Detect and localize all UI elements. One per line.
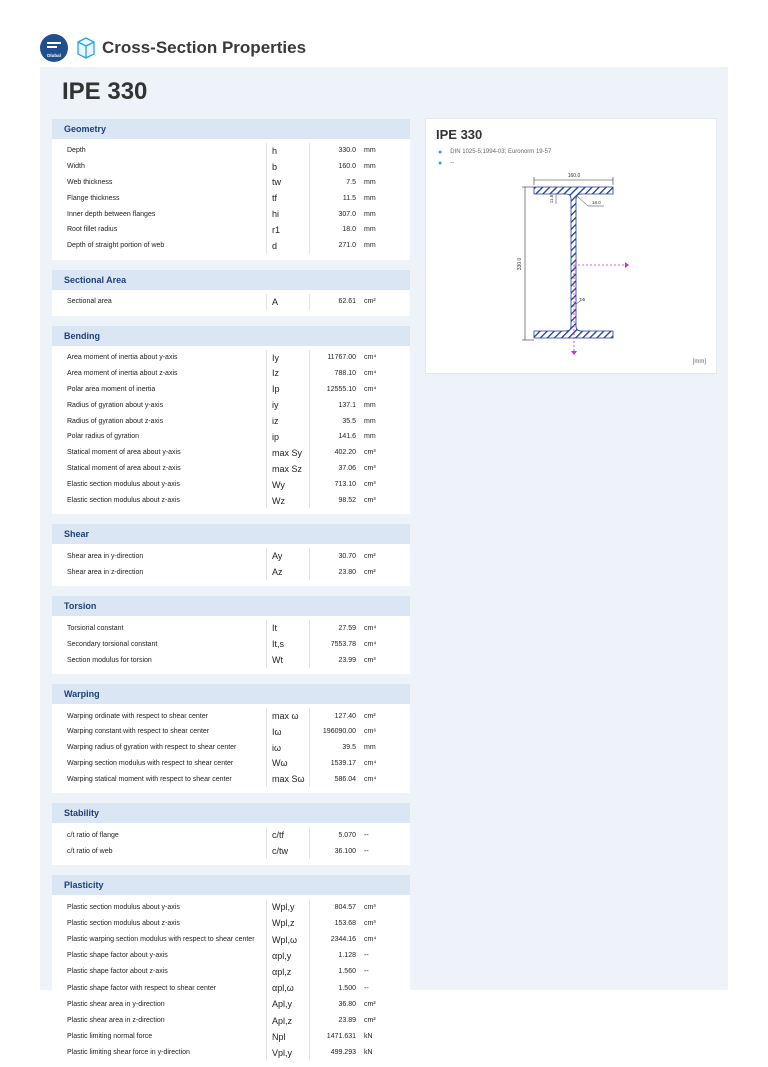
property-symbol: iy bbox=[267, 397, 310, 413]
unit-note: [mm] bbox=[692, 359, 706, 365]
table-row bbox=[52, 238, 410, 254]
property-value: 1.560 bbox=[338, 968, 356, 976]
property-unit: cm³ bbox=[364, 656, 376, 664]
group-spacer bbox=[52, 514, 410, 524]
header bbox=[40, 32, 306, 64]
group-spacer bbox=[52, 586, 410, 596]
property-name: Warping statical moment with respect to shear center bbox=[52, 771, 267, 787]
property-value: 1471.631 bbox=[326, 1033, 356, 1041]
property-value: 586.04 bbox=[334, 775, 356, 783]
property-symbol: Wpl,ω bbox=[267, 932, 310, 948]
table-row bbox=[52, 620, 410, 636]
table-row bbox=[52, 159, 410, 175]
property-unit: -- bbox=[364, 984, 369, 992]
property-unit: cm⁴ bbox=[364, 775, 377, 783]
table-row bbox=[52, 771, 410, 787]
table-row bbox=[52, 827, 410, 843]
property-unit: -- bbox=[364, 847, 369, 855]
property-value: 18.0 bbox=[342, 226, 356, 234]
property-value: 307.0 bbox=[338, 210, 356, 218]
property-name: Radius of gyration about y-axis bbox=[52, 397, 267, 413]
property-value: 39.5 bbox=[342, 744, 356, 752]
table-row bbox=[52, 756, 410, 772]
property-value: 141.6 bbox=[338, 433, 356, 441]
property-unit: mm bbox=[364, 744, 376, 752]
property-symbol: hi bbox=[267, 206, 310, 222]
table-row bbox=[52, 915, 410, 931]
property-value: 98.52 bbox=[338, 497, 356, 505]
dim-web-label: 7.5 bbox=[579, 297, 586, 302]
property-name: Warping ordinate with respect to shear center bbox=[52, 708, 267, 724]
property-symbol: max Sz bbox=[267, 461, 310, 477]
property-name: Plastic section modulus about y-axis bbox=[52, 899, 267, 915]
property-symbol: ip bbox=[267, 429, 310, 445]
table-row bbox=[52, 740, 410, 756]
property-value: 27.59 bbox=[338, 624, 356, 632]
property-symbol: It,s bbox=[267, 636, 310, 652]
table-row bbox=[52, 381, 410, 397]
property-value: 804.57 bbox=[334, 903, 356, 911]
table-row bbox=[52, 429, 410, 445]
property-value: 1.128 bbox=[338, 952, 356, 960]
property-symbol: iz bbox=[267, 413, 310, 429]
section-title: IPE 330 bbox=[62, 78, 148, 105]
property-name: Flange thickness bbox=[52, 190, 267, 206]
group-header-plasticity: Plasticity bbox=[52, 875, 410, 895]
table-row bbox=[52, 206, 410, 222]
property-value: 37.06 bbox=[338, 465, 356, 473]
property-unit: -- bbox=[364, 952, 369, 960]
table-row bbox=[52, 477, 410, 493]
group-spacer bbox=[52, 260, 410, 270]
property-symbol: Apl,y bbox=[267, 996, 310, 1012]
property-name: Plastic shape factor with respect to shear center bbox=[52, 980, 267, 996]
property-symbol: It bbox=[267, 620, 310, 636]
property-unit: cm² bbox=[364, 552, 376, 560]
property-name: Warping constant with respect to shear center bbox=[52, 724, 267, 740]
property-name: Web thickness bbox=[52, 175, 267, 191]
table-row bbox=[52, 708, 410, 724]
property-name: Root fillet radius bbox=[52, 222, 267, 238]
property-value: 30.70 bbox=[338, 552, 356, 560]
property-unit: cm⁴ bbox=[364, 385, 377, 393]
property-symbol: max Sy bbox=[267, 445, 310, 461]
property-name: Plastic limiting shear force in y-direction bbox=[52, 1045, 267, 1061]
table-row bbox=[52, 932, 410, 948]
property-value: 23.89 bbox=[338, 1017, 356, 1025]
property-name: Shear area in y-direction bbox=[52, 548, 267, 564]
table-row bbox=[52, 350, 410, 366]
table-row bbox=[52, 222, 410, 238]
property-name: Statical moment of area about z-axis bbox=[52, 461, 267, 477]
property-value: 7.5 bbox=[346, 178, 356, 186]
property-value: 271.0 bbox=[338, 242, 356, 250]
property-symbol: Vpl,y bbox=[267, 1045, 310, 1061]
property-value: 35.5 bbox=[342, 417, 356, 425]
property-symbol: c/tf bbox=[267, 827, 310, 843]
page-header-title: Cross-Section Properties bbox=[102, 38, 307, 57]
table-row bbox=[52, 413, 410, 429]
table-row bbox=[52, 445, 410, 461]
properties-table bbox=[52, 119, 410, 1067]
property-value: 196090.00 bbox=[322, 728, 356, 736]
property-value: 788.10 bbox=[334, 369, 356, 377]
property-symbol: Wy bbox=[267, 477, 310, 493]
property-name: Elastic section modulus about z-axis bbox=[52, 493, 267, 509]
property-symbol: αpl,ω bbox=[267, 980, 310, 996]
logo-text: Dlubal bbox=[47, 53, 61, 58]
property-value: 11.5 bbox=[342, 194, 356, 202]
table-row bbox=[52, 652, 410, 668]
property-unit: cm⁴ bbox=[364, 759, 377, 767]
property-unit: cm³ bbox=[364, 449, 376, 457]
table-row bbox=[52, 493, 410, 509]
property-unit: -- bbox=[364, 831, 369, 839]
property-name: Torsional constant bbox=[52, 620, 267, 636]
property-value: 1.500 bbox=[338, 984, 356, 992]
property-name: Depth of straight portion of web bbox=[52, 238, 267, 254]
group-header-shear: Shear bbox=[52, 524, 410, 544]
table-row bbox=[52, 294, 410, 310]
property-name: Plastic section modulus about z-axis bbox=[52, 915, 267, 931]
property-name: Polar radius of gyration bbox=[52, 429, 267, 445]
property-unit: cm⁴ bbox=[364, 369, 377, 377]
property-name: Polar area moment of inertia bbox=[52, 381, 267, 397]
card-list-text: -- bbox=[450, 160, 455, 166]
property-unit: -- bbox=[364, 968, 369, 976]
property-unit: cm⁴ bbox=[364, 354, 377, 362]
property-unit: mm bbox=[364, 194, 376, 202]
property-value: 36.80 bbox=[338, 1000, 356, 1008]
property-unit: cm² bbox=[364, 568, 376, 576]
property-value: 330.0 bbox=[338, 147, 356, 155]
group-padding bbox=[52, 1061, 410, 1067]
bullet-icon: ● bbox=[438, 160, 443, 167]
dlubal-logo bbox=[40, 34, 68, 62]
property-value: 127.40 bbox=[334, 712, 356, 720]
property-name: Plastic shape factor about z-axis bbox=[52, 964, 267, 980]
table-row bbox=[52, 175, 410, 191]
dim-radius-label: 18.0 bbox=[592, 200, 601, 205]
table-row bbox=[52, 143, 410, 159]
property-name: Secondary torsional constant bbox=[52, 636, 267, 652]
property-value: 5.070 bbox=[338, 831, 356, 839]
property-name: Shear area in z-direction bbox=[52, 564, 267, 580]
property-unit: cm³ bbox=[364, 465, 376, 473]
group-header-warping: Warping bbox=[52, 684, 410, 704]
table-row bbox=[52, 365, 410, 381]
property-unit: cm⁶ bbox=[364, 728, 377, 736]
property-unit: cm⁴ bbox=[364, 624, 377, 632]
property-name: Plastic shape factor about y-axis bbox=[52, 948, 267, 964]
property-symbol: max ω bbox=[267, 708, 310, 724]
property-name: Radius of gyration about z-axis bbox=[52, 413, 267, 429]
property-name: Plastic shear area in z-direction bbox=[52, 1012, 267, 1028]
property-symbol: Wpl,z bbox=[267, 915, 310, 931]
property-value: 160.0 bbox=[338, 163, 356, 171]
property-name: Area moment of inertia about y-axis bbox=[52, 350, 267, 366]
property-unit: cm² bbox=[364, 712, 376, 720]
property-value: 153.68 bbox=[334, 919, 356, 927]
property-symbol: c/tw bbox=[267, 843, 310, 859]
cube-icon bbox=[76, 37, 96, 59]
table-row bbox=[52, 564, 410, 580]
group-header-geometry: Geometry bbox=[52, 119, 410, 139]
group-spacer bbox=[52, 793, 410, 803]
card-list-text: DIN 1025-5:1994-03; Euronorm 19-57 bbox=[450, 149, 552, 155]
property-symbol: Npl bbox=[267, 1029, 310, 1045]
property-name: Plastic limiting normal force bbox=[52, 1029, 267, 1045]
property-name: Section modulus for torsion bbox=[52, 652, 267, 668]
property-name: Area moment of inertia about z-axis bbox=[52, 365, 267, 381]
property-value: 23.99 bbox=[338, 656, 356, 664]
property-symbol: Iω bbox=[267, 724, 310, 740]
property-name: Width bbox=[52, 159, 267, 175]
property-value: 402.20 bbox=[334, 449, 356, 457]
property-value: 36.100 bbox=[334, 847, 356, 855]
property-unit: cm² bbox=[364, 1017, 376, 1025]
table-row bbox=[52, 724, 410, 740]
table-row bbox=[52, 636, 410, 652]
property-name: Elastic section modulus about y-axis bbox=[52, 477, 267, 493]
table-row bbox=[52, 980, 410, 996]
property-name: Warping section modulus with respect to shear center bbox=[52, 756, 267, 772]
property-value: 11767.00 bbox=[327, 354, 356, 362]
property-symbol: Wω bbox=[267, 756, 310, 772]
property-symbol: Wpl,y bbox=[267, 899, 310, 915]
property-unit: cm⁴ bbox=[364, 640, 377, 648]
property-name: Warping radius of gyration with respect to shear center bbox=[52, 740, 267, 756]
table-row bbox=[52, 1012, 410, 1028]
property-name: Plastic warping section modulus with respect to shear center bbox=[52, 932, 267, 948]
i-beam-shape bbox=[534, 187, 613, 338]
property-unit: mm bbox=[364, 401, 376, 409]
property-name: Depth bbox=[52, 143, 267, 159]
property-unit: cm⁴ bbox=[364, 936, 377, 944]
property-symbol: αpl,y bbox=[267, 948, 310, 964]
property-name: c/t ratio of web bbox=[52, 843, 267, 859]
dim-height-label: 330.0 bbox=[517, 257, 523, 271]
property-symbol: tf bbox=[267, 190, 310, 206]
table-row bbox=[52, 843, 410, 859]
property-unit: mm bbox=[364, 433, 376, 441]
property-value: 12555.10 bbox=[326, 385, 356, 393]
group-spacer bbox=[52, 865, 410, 875]
property-symbol: d bbox=[267, 238, 310, 254]
property-value: 7553.78 bbox=[330, 640, 356, 648]
dim-flange-label: 11.5 bbox=[549, 194, 554, 204]
table-row bbox=[52, 397, 410, 413]
dim-width-label: 160.0 bbox=[567, 173, 581, 179]
table-row bbox=[52, 548, 410, 564]
property-value: 1539.17 bbox=[330, 759, 356, 767]
property-unit: kN bbox=[364, 1033, 373, 1041]
property-unit: mm bbox=[364, 210, 376, 218]
table-row bbox=[52, 899, 410, 915]
property-unit: cm³ bbox=[364, 497, 376, 505]
property-unit: mm bbox=[364, 163, 376, 171]
property-unit: mm bbox=[364, 417, 376, 425]
property-value: 499.293 bbox=[330, 1049, 356, 1057]
property-unit: kN bbox=[364, 1049, 373, 1057]
group-header-torsion: Torsion bbox=[52, 596, 410, 616]
property-unit: cm² bbox=[364, 298, 376, 306]
card-title: IPE 330 bbox=[436, 127, 483, 142]
property-symbol: αpl,z bbox=[267, 964, 310, 980]
property-name: Inner depth between flanges bbox=[52, 206, 267, 222]
property-unit: mm bbox=[364, 147, 376, 155]
group-header-sectional-area: Sectional Area bbox=[52, 270, 410, 290]
property-symbol: Iy bbox=[267, 350, 310, 366]
property-symbol: b bbox=[267, 159, 310, 175]
property-symbol: Ip bbox=[267, 381, 310, 397]
cross-section-card bbox=[425, 118, 717, 374]
property-symbol: Ay bbox=[267, 548, 310, 564]
property-symbol: Iz bbox=[267, 365, 310, 381]
property-unit: mm bbox=[364, 242, 376, 250]
property-symbol: Apl,z bbox=[267, 1012, 310, 1028]
property-unit: cm³ bbox=[364, 919, 376, 927]
property-symbol: max Sω bbox=[267, 771, 310, 787]
bullet-icon: ● bbox=[438, 149, 443, 156]
property-value: 137.1 bbox=[338, 401, 356, 409]
table-row bbox=[52, 461, 410, 477]
property-unit: cm³ bbox=[364, 481, 376, 489]
property-unit: mm bbox=[364, 178, 376, 186]
property-name: Sectional area bbox=[52, 294, 267, 310]
property-symbol: Wt bbox=[267, 652, 310, 668]
table-row bbox=[52, 1029, 410, 1045]
property-unit: cm² bbox=[364, 1000, 376, 1008]
table-row bbox=[52, 964, 410, 980]
property-symbol: iω bbox=[267, 740, 310, 756]
property-value: 23.80 bbox=[338, 568, 356, 576]
property-name: Plastic shear area in y-direction bbox=[52, 996, 267, 1012]
property-name: Statical moment of area about y-axis bbox=[52, 445, 267, 461]
property-symbol: A bbox=[267, 294, 310, 310]
property-value: 62.61 bbox=[338, 298, 356, 306]
group-spacer bbox=[52, 674, 410, 684]
property-unit: mm bbox=[364, 226, 376, 234]
table-row bbox=[52, 190, 410, 206]
table-row bbox=[52, 1045, 410, 1061]
table-row bbox=[52, 996, 410, 1012]
property-symbol: Az bbox=[267, 564, 310, 580]
group-header-bending: Bending bbox=[52, 326, 410, 346]
property-symbol: tw bbox=[267, 175, 310, 191]
property-value: 713.10 bbox=[334, 481, 356, 489]
property-symbol: r1 bbox=[267, 222, 310, 238]
property-value: 2344.16 bbox=[330, 936, 356, 944]
property-unit: cm³ bbox=[364, 903, 376, 911]
group-spacer bbox=[52, 316, 410, 326]
table-row bbox=[52, 948, 410, 964]
property-symbol: Wz bbox=[267, 493, 310, 509]
i-beam-drawing bbox=[426, 119, 718, 375]
property-name: c/t ratio of flange bbox=[52, 827, 267, 843]
property-symbol: h bbox=[267, 143, 310, 159]
group-header-stability: Stability bbox=[52, 803, 410, 823]
